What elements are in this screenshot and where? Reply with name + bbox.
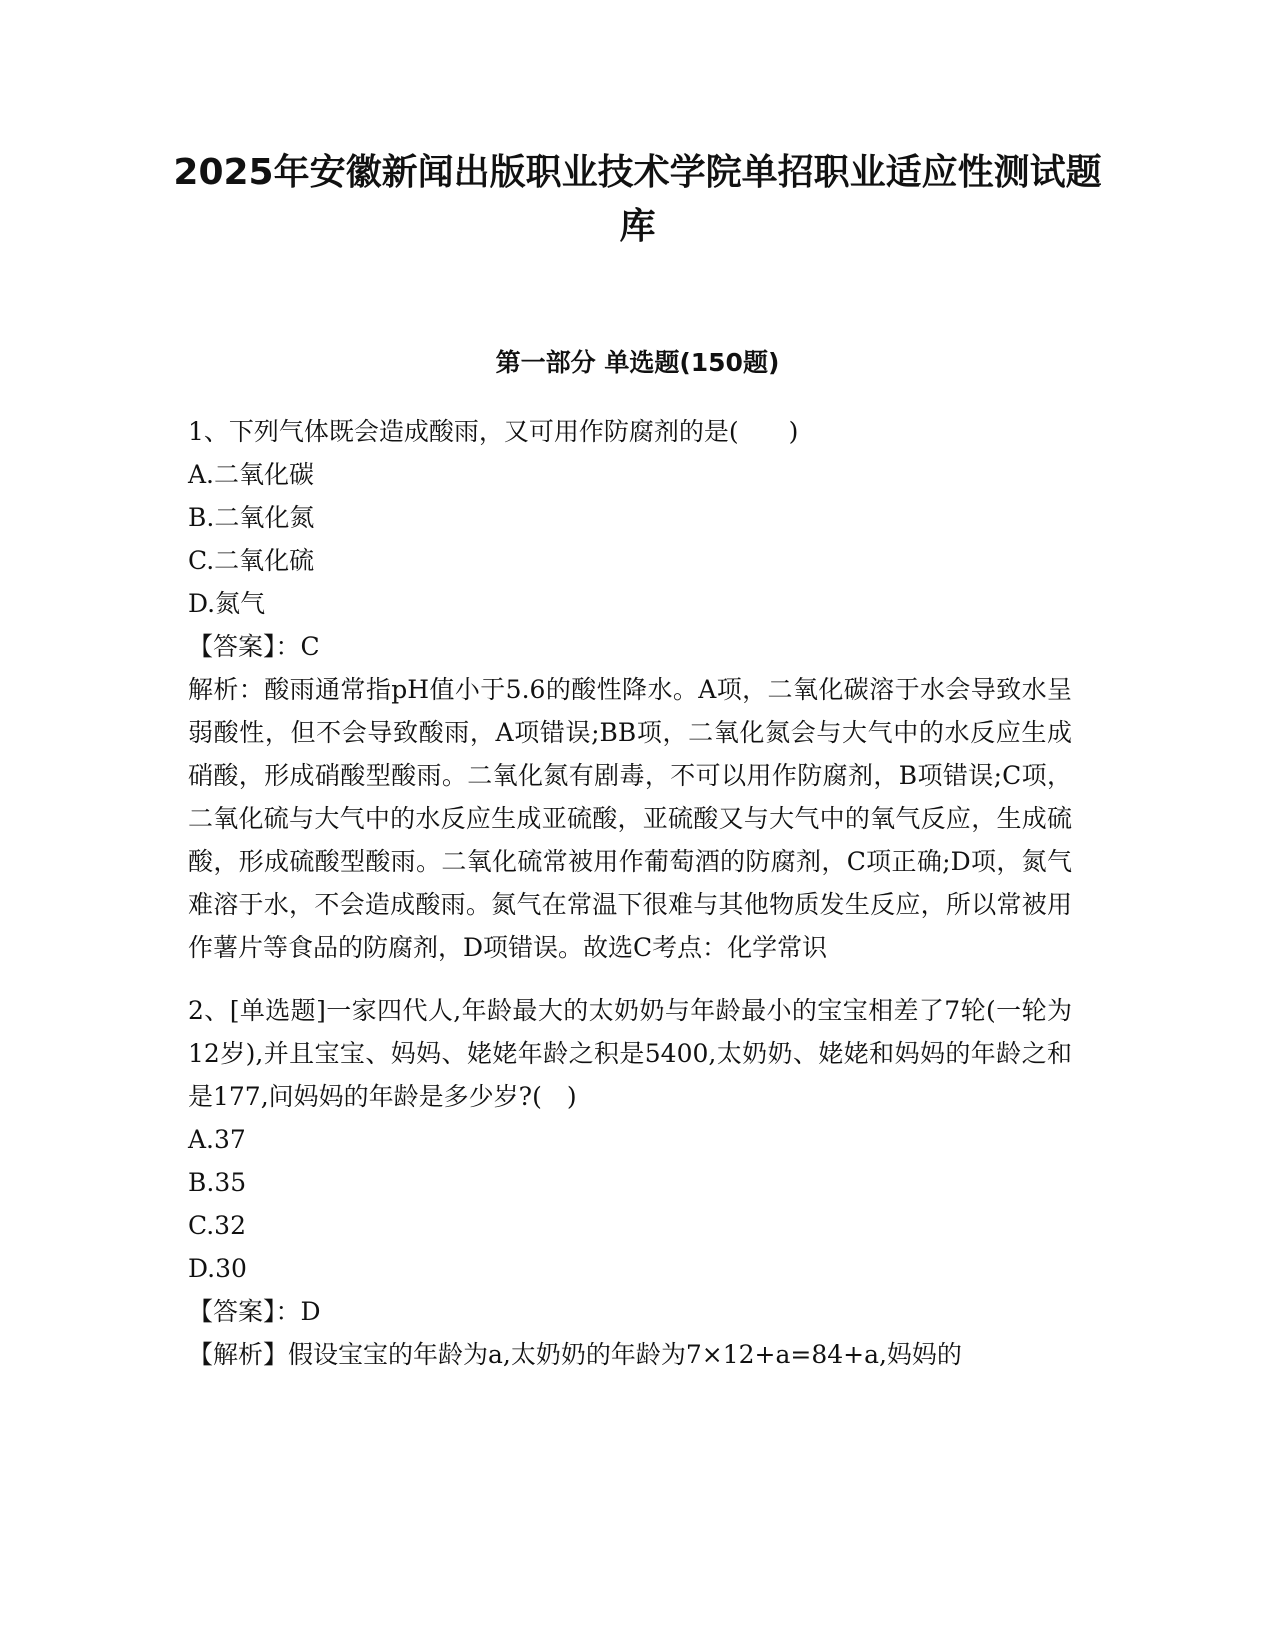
question-item <box>188 410 1072 969</box>
option-a: A.37 <box>188 1125 246 1154</box>
option-a: A.二氧化碳 <box>188 460 315 489</box>
answer-text: 【答案】：D <box>188 1297 321 1326</box>
section-heading: 第一部分 单选题(150题) <box>495 348 780 377</box>
document-title: 2025年安徽新闻出版职业技术学院单招职业适应性测试题库 <box>173 152 1102 247</box>
answer-text: 【答案】：C <box>188 632 320 661</box>
option-c: C.二氧化硫 <box>188 546 315 575</box>
question-stem: 1、下列气体既会造成酸雨，又可用作防腐剂的是( ) <box>188 417 799 446</box>
option-d: D.氮气 <box>188 589 266 618</box>
question-item <box>188 989 1072 1376</box>
question-list <box>188 410 1072 1376</box>
option-b: B.35 <box>188 1168 247 1197</box>
question-stem: 2、[单选题]一家四代人,年龄最大的太奶奶与年龄最小的宝宝相差了7轮(一轮为12岁),并且宝宝、妈妈、姥姥年龄之积是5400,太奶奶、姥姥和妈妈的年龄之和是177,问妈妈的年龄是多少岁?( ) <box>188 996 1072 1111</box>
option-b: B.二氧化氮 <box>188 503 315 532</box>
explanation-text: 解析：酸雨通常指pH值小于5.6的酸性降水。A项，二氧化碳溶于水会导致水呈弱酸性，但不会导致酸雨，A项错误;BB项，二氧化氮会与大气中的水反应生成硝酸，形成硝酸型酸雨。二氧化氮有剧毒，不可以用作防腐剂，B项错误;C项，二氧化硫与大气中的水反应生成亚硫酸，亚硫酸又与大气中的氧气反应，生成硫酸，形成硫酸型酸雨。二氧化硫常被用作葡萄酒的防腐剂，C项正确;D项，氮气难溶于水，不会造成酸雨。氮气在常温下很难与其他物质发生反应，所以常被用作薯片等食品的防腐剂，D项错误。故选C考点：化学常识 <box>188 675 1072 962</box>
option-d: D.30 <box>188 1254 247 1283</box>
explanation-text: 【解析】假设宝宝的年龄为a,太奶奶的年龄为7×12+a=84+a,妈妈的 <box>188 1340 962 1369</box>
option-c: C.32 <box>188 1211 246 1240</box>
question-spacer <box>188 969 1072 989</box>
